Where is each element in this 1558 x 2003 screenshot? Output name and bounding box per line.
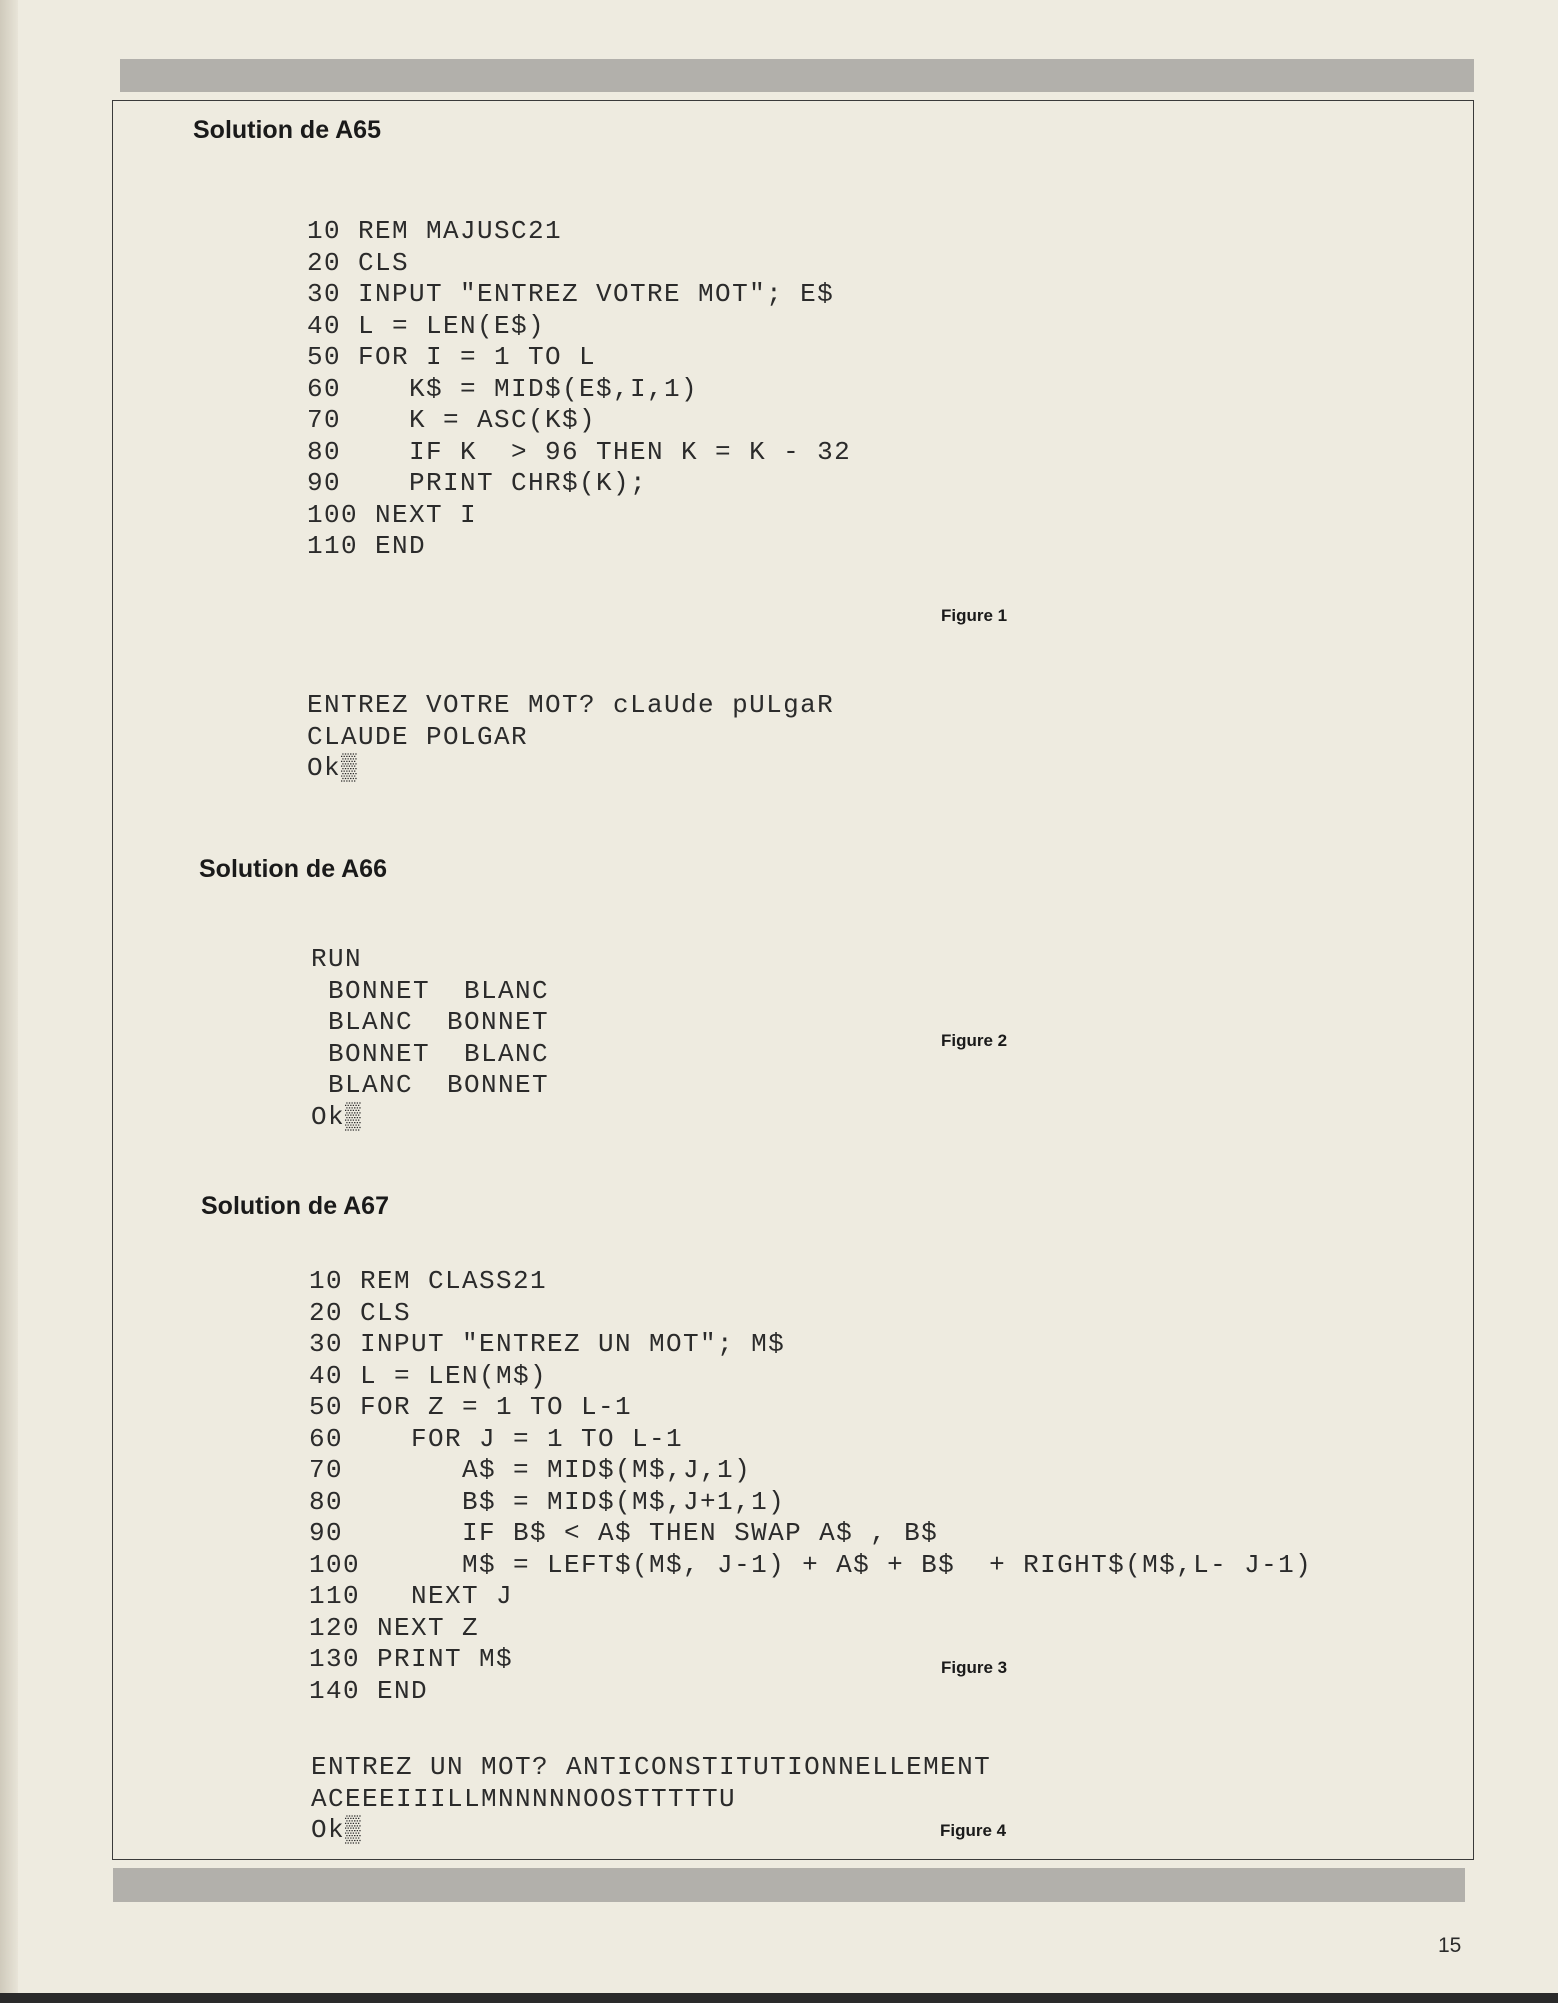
heading-a67: Solution de A67 <box>201 1192 389 1220</box>
program-output-a67: ENTREZ UN MOT? ANTICONSTITUTIONNELLEMENT ACEEEIIILLMNNNNNOOSTTTTTU Ok▒ <box>311 1752 992 1845</box>
heading-a65: Solution de A65 <box>193 116 381 144</box>
code-listing-a65: 10 REM MAJUSC21 20 CLS 30 INPUT "ENTREZ VOTRE MOT"; E$ 40 L = LEN(E$) 50 FOR I = 1 TO L 60 K$ = MID$(E$,I,1) 70 K = ASC(K$) 80 IF K > 96 THEN K = K - 32 90 PRINT CHR$(K); 100 NEXT I 110 END <box>307 216 852 561</box>
heading-a66: Solution de A66 <box>199 855 387 883</box>
figure-1-caption: Figure 1 <box>941 606 1008 625</box>
figure-4-caption: Figure 4 <box>940 1821 1007 1840</box>
top-gray-band <box>120 59 1474 92</box>
figure-3-caption: Figure 3 <box>941 1658 1008 1677</box>
page-number: 15 <box>1438 1934 1462 1957</box>
program-output-a66: RUN BONNET BLANC BLANC BONNET BONNET BLANC BLANC BONNET Ok▒ <box>311 944 550 1132</box>
figure-2-caption: Figure 2 <box>941 1031 1008 1050</box>
bottom-gray-band <box>113 1868 1465 1902</box>
page-bottom-edge <box>0 1993 1558 2003</box>
program-output-a65: ENTREZ VOTRE MOT? cLaUde pULgaR CLAUDE POLGAR Ok▒ <box>307 690 835 783</box>
code-listing-a67: 10 REM CLASS21 20 CLS 30 INPUT "ENTREZ UN MOT"; M$ 40 L = LEN(M$) 50 FOR Z = 1 TO L-1 60 FOR J = 1 TO L-1 70 A$ = MID$(M$,J,1) 80 B$ = MID$(M$,J+1,1) 90 IF B$ < A$ THEN SWAP A$ , B$ 100 M$ = LEFT$(M$, J-1) + A$ + B$ + RIGHT$(M$,L- J-1) 110 NEXT J 120 NEXT Z 130 PRINT M$ 140 END <box>309 1266 1313 1706</box>
page-left-edge <box>0 0 18 2003</box>
